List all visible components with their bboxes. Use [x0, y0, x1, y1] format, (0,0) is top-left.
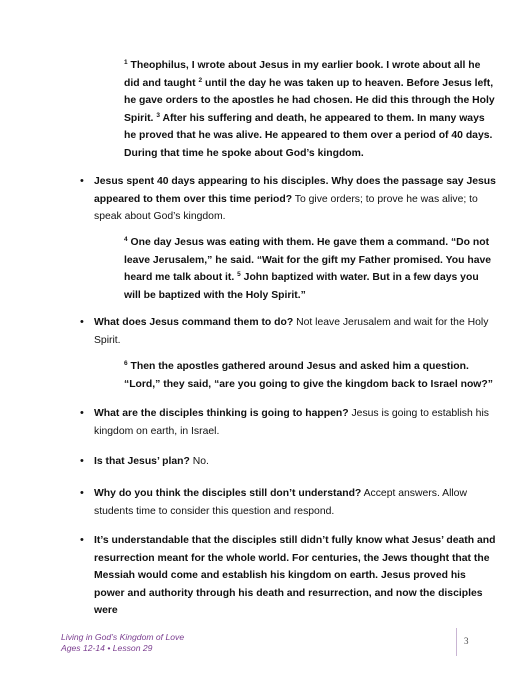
discussion-question: Jesus spent 40 days appearing to his disciples. Why does the passage say Jesus appeared to them over this time period?	[94, 176, 496, 205]
verse-number: 4	[124, 236, 128, 243]
footer-separator: •	[107, 643, 111, 653]
discussion-question: Why do you think the disciples still don’t understand?	[94, 488, 362, 499]
verse-number: 6	[124, 360, 128, 367]
discussion-answer: To give orders; to prove he was alive; to speak about God’s kingdom.	[94, 193, 478, 222]
page-number: 3	[464, 636, 469, 646]
discussion-item	[80, 314, 496, 349]
discussion-item	[80, 173, 496, 226]
verse-text: until the day he was taken up to heaven. Before Jesus left, he gave orders to the apostles he had chosen. He did this through the Holy Spirit.	[124, 77, 495, 124]
bullet-icon: •	[80, 175, 84, 187]
discussion-item	[80, 405, 496, 440]
discussion-item	[80, 485, 496, 520]
verse-text: John baptized with water. But in a few days you will be baptized with the Holy Spirit.”	[124, 272, 479, 301]
verse-text: Theophilus, I wrote about Jesus in my earlier book. I wrote about all he did and taught	[124, 60, 481, 89]
discussion-question: What does Jesus command them to do?	[94, 317, 294, 328]
footer-lesson: Lesson 29	[112, 643, 153, 653]
bullet-icon: •	[80, 487, 84, 499]
footer-course-info	[61, 632, 184, 654]
footer-ages: Ages 12-14	[61, 643, 105, 653]
verse-text: Then the apostles gathered around Jesus and asked him a question. “Lord,” they said, “are you going to give the kingdom back to Israel now?”	[124, 361, 493, 390]
discussion-answer: No.	[189, 456, 209, 467]
verse-number: 2	[198, 76, 203, 84]
verse-text: After his suffering and death, he appeared to them. In many ways he proved that he was alive. He appeared to them over a period of 40 days. During that time he spoke about God’s kingdom.	[124, 112, 493, 159]
footer-lesson-line	[61, 643, 184, 654]
bullet-icon: •	[80, 316, 84, 328]
discussion-answer: Jesus is going to establish his kingdom on earth, in Israel.	[94, 408, 489, 437]
bullet-icon: •	[80, 455, 84, 467]
verse-text: One day Jesus was eating with them. He gave them a command. “Do not leave Jerusalem,” he said. “Wait for the gift my Father promised. You have heard me talk about it.	[124, 237, 492, 283]
discussion-item	[80, 453, 496, 471]
scripture-quote-acts-1-6	[124, 358, 496, 393]
verse-number: 3	[156, 111, 160, 119]
footer-divider	[456, 628, 457, 656]
verse-number: 5	[237, 271, 241, 278]
footer-course-title: Living in God’s Kingdom of Love	[61, 632, 185, 642]
bullet-icon: •	[80, 534, 84, 546]
scripture-quote-acts-1-1-3	[124, 57, 496, 162]
discussion-question: It’s understandable that the disciples still didn’t fully know what Jesus’ death and resurrection meant for the whole world. For centuries, the Jews thought that the Messiah would come and establish his kingdom on earth. Jesus proved his power and authority through his death and resurrection, and now the disciples were	[94, 535, 496, 616]
verse-number: 1	[124, 59, 128, 66]
discussion-answer: Not leave Jerusalem and wait for the Holy Spirit.	[94, 317, 489, 346]
discussion-question: Is that Jesus’ plan?	[94, 456, 190, 467]
discussion-answer: Accept answers. Allow students time to consider this question and respond.	[94, 488, 467, 517]
scripture-quote-acts-1-4-5	[124, 234, 496, 304]
discussion-item	[80, 532, 496, 620]
bullet-icon: •	[80, 407, 84, 419]
discussion-question: What are the disciples thinking is going to happen?	[94, 408, 349, 419]
